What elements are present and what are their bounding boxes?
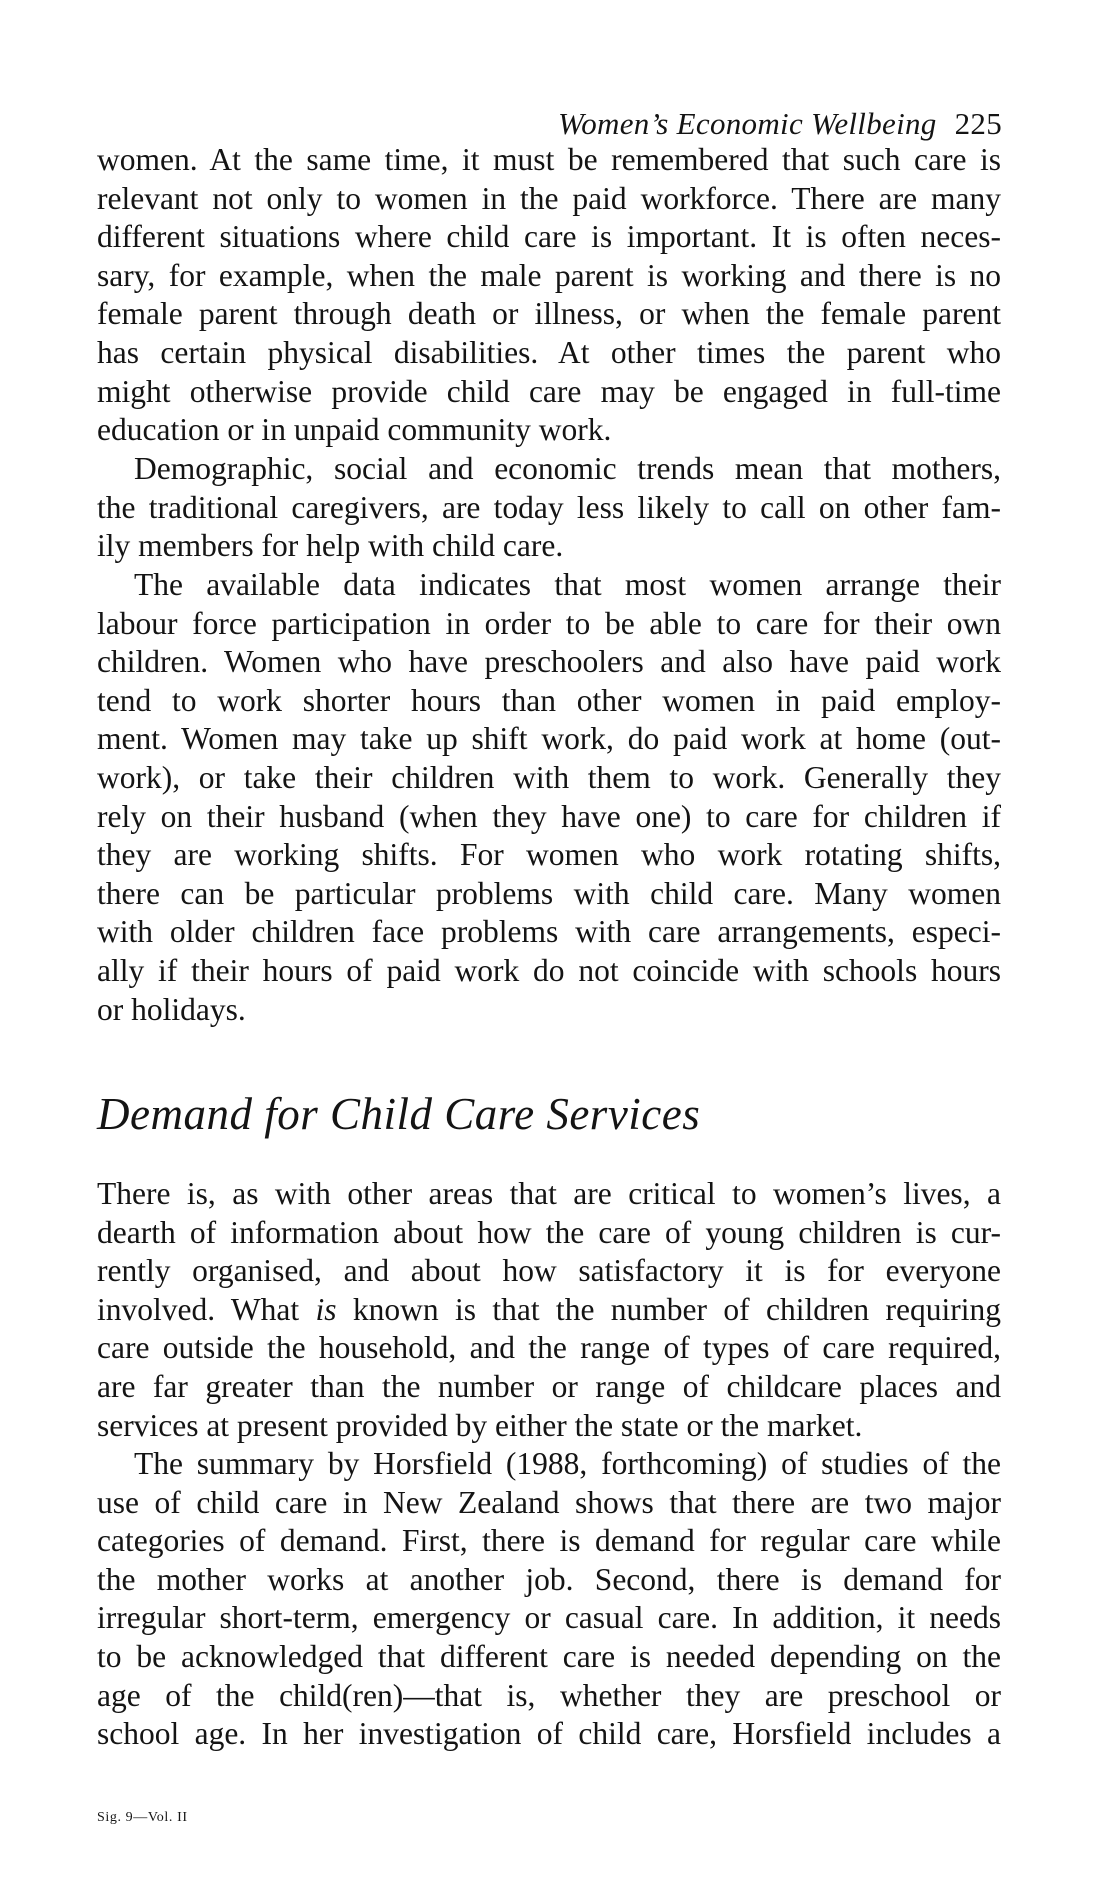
paragraph-line: different situations where child care is important. It is often neces- (97, 219, 1001, 255)
paragraph-line: tend to work shorter hours than other women in paid employ- (97, 682, 1001, 718)
page-number: 225 (954, 106, 1002, 141)
paragraph-line: sary, for example, when the male parent is working and there is no (97, 257, 1001, 293)
paragraph-line: or holidays. (97, 991, 246, 1027)
paragraph-line: with older children face problems with care arrangements, especi- (97, 914, 1001, 950)
paragraph-line: has certain physical disabilities. At other times the parent who (97, 334, 1001, 370)
paragraph-line: services at present provided by either the state or the market. (97, 1407, 863, 1443)
paragraph-line: Demographic, social and economic trends mean that mothers, (134, 451, 1001, 486)
signature-mark: Sig. 9—Vol. II (97, 1810, 188, 1825)
text-run: involved. What (97, 1291, 316, 1327)
paragraph-line: might otherwise provide child care may be engaged in full-time (97, 373, 1001, 409)
paragraph-line: The summary by Horsfield (1988, forthcoming) of studies of the (134, 1446, 1001, 1481)
paragraph-line: labour force participation in order to be able to care for their own (97, 605, 1001, 641)
paragraph-line: the mother works at another job. Second, there is demand for (97, 1561, 1001, 1597)
paragraph-line: There is, as with other areas that are critical to women’s lives, a (97, 1176, 1001, 1211)
paragraph-line: use of child care in New Zealand shows that there are two major (97, 1484, 1001, 1520)
paragraph-line: they are working shifts. For women who work rotating shifts, (97, 837, 1001, 873)
paragraph-3 (97, 566, 1001, 1029)
text-run: known is that the number of children requiring (336, 1291, 1001, 1327)
paragraph-line: children. Women who have preschoolers and also have paid work (97, 644, 1001, 680)
paragraph-line: rently organised, and about how satisfactory it is for everyone (97, 1253, 1001, 1289)
paragraph-line: relevant not only to women in the paid workforce. There are many (97, 180, 1001, 216)
paragraph-2 (97, 450, 1001, 566)
paragraph-line: to be acknowledged that different care is needed depending on the (97, 1638, 1001, 1674)
paragraph-line: education or in unpaid community work. (97, 412, 612, 448)
section-heading: Demand for Child Care Services (97, 1089, 701, 1139)
paragraph-line: irregular short-term, emergency or casual care. In addition, it needs (97, 1600, 1001, 1636)
paragraph-line: categories of demand. First, there is demand for regular care while (97, 1523, 1001, 1559)
paragraph-line: The available data indicates that most women arrange their (134, 567, 1001, 602)
paragraph-5 (97, 1445, 1001, 1754)
paragraph-line: the traditional caregivers, are today less likely to call on other fam- (97, 489, 1001, 525)
running-head (558, 106, 1002, 142)
paragraph-line: age of the child(ren)—that is, whether they are preschool or (97, 1677, 1001, 1713)
paragraph-line: female parent through death or illness, or when the female parent (97, 296, 1001, 332)
running-head-title: Women’s Economic Wellbeing (557, 106, 937, 141)
paragraph-line: school age. In her investigation of child care, Horsfield includes a (97, 1716, 1001, 1752)
paragraph-line: rely on their husband (when they have one) to care for children if (97, 798, 1001, 834)
paragraph-line: care outside the household, and the range of types of care required, (97, 1330, 1001, 1366)
paragraph-line: ily members for help with child care. (97, 528, 564, 564)
paragraph-line (97, 1291, 1001, 1330)
emphasis-text: is (315, 1291, 337, 1327)
paragraph-line: ment. Women may take up shift work, do paid work at home (out- (97, 721, 1001, 757)
paragraph-4 (97, 1175, 1001, 1445)
paragraph-1 (97, 141, 1001, 450)
paragraph-line: there can be particular problems with child care. Many women (97, 875, 1001, 911)
paragraph-line: are far greater than the number or range of childcare places and (97, 1368, 1001, 1404)
paragraph-line: ally if their hours of paid work do not coincide with schools hours (97, 952, 1001, 988)
paragraph-line: work), or take their children with them to work. Generally they (97, 759, 1001, 795)
paragraph-line: dearth of information about how the care of young children is cur- (97, 1214, 1001, 1250)
paragraph-line: women. At the same time, it must be remembered that such care is (97, 142, 1001, 177)
